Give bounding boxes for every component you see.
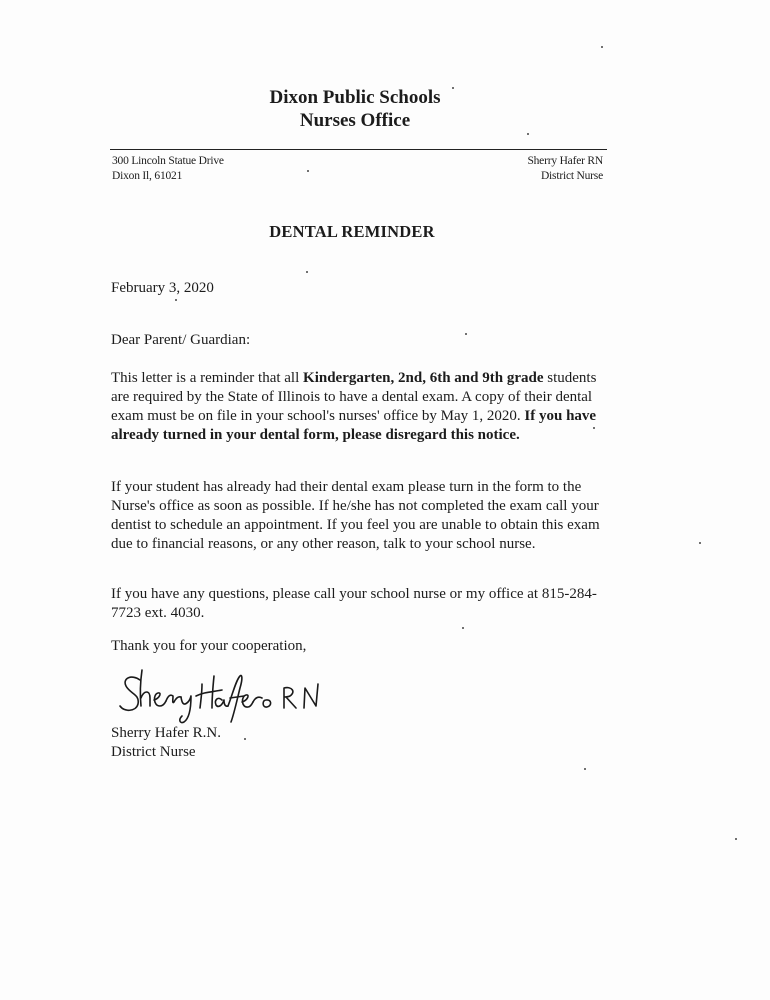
scan-speck bbox=[584, 768, 586, 770]
contact-title: District Nurse bbox=[540, 170, 603, 182]
paragraph-contact: If you have any questions, please call your school nurse or my office at 815-284-7723 ext. 4030. bbox=[111, 586, 597, 621]
signer-block bbox=[111, 724, 221, 762]
office-name: Nurses Office bbox=[299, 110, 411, 131]
letter-date: February 3, 2020 bbox=[111, 280, 214, 296]
scan-speck bbox=[735, 838, 737, 840]
signer-name: Sherry Hafer R.N. bbox=[111, 725, 221, 741]
paragraph-requirement bbox=[111, 369, 601, 445]
scan-speck bbox=[462, 627, 464, 629]
address-line-1: 300 Lincoln Statue Drive bbox=[112, 155, 224, 167]
p1-disregard-notice: If you have already turned in your dental form, please disregard this notice. bbox=[111, 408, 597, 443]
p1-text-2: students are required by the State of Illinois to have a dental exam. A copy of their dental exam must be on file in your school's nurses' office by May 1, 2020. bbox=[111, 370, 597, 424]
p1-grades: Kindergarten, 2nd, 6th and 9th grade bbox=[303, 370, 544, 386]
salutation: Dear Parent/ Guardian: bbox=[111, 332, 251, 348]
signer-title: District Nurse bbox=[111, 744, 196, 760]
school-address bbox=[112, 154, 224, 184]
handwritten-signature bbox=[118, 666, 328, 726]
scan-speck bbox=[307, 170, 309, 172]
closing: Thank you for your cooperation, bbox=[111, 638, 307, 654]
letterhead-rule bbox=[110, 149, 607, 150]
paragraph-instructions: If your student has already had their dental exam please turn in the form to the Nurse's office as soon as possible. If he/she has not completed the exam call your dentist to schedule an appointment. If you feel you are unable to obtain this exam due to financial reasons, or any other reason, talk to your school nurse. bbox=[111, 479, 600, 552]
p1-text-1: This letter is a reminder that all bbox=[111, 370, 304, 386]
scan-speck bbox=[244, 738, 246, 740]
scan-speck bbox=[601, 46, 603, 48]
scan-speck bbox=[306, 271, 308, 273]
address-line-2: Dixon Il, 61021 bbox=[112, 170, 183, 182]
scan-speck bbox=[175, 299, 177, 301]
nurse-contact bbox=[527, 154, 603, 184]
letter-heading: DENTAL REMINDER bbox=[269, 222, 435, 241]
contact-name: Sherry Hafer RN bbox=[527, 155, 603, 167]
scan-speck bbox=[527, 133, 529, 135]
school-name: Dixon Public Schools bbox=[269, 87, 441, 108]
scan-speck bbox=[699, 542, 701, 544]
